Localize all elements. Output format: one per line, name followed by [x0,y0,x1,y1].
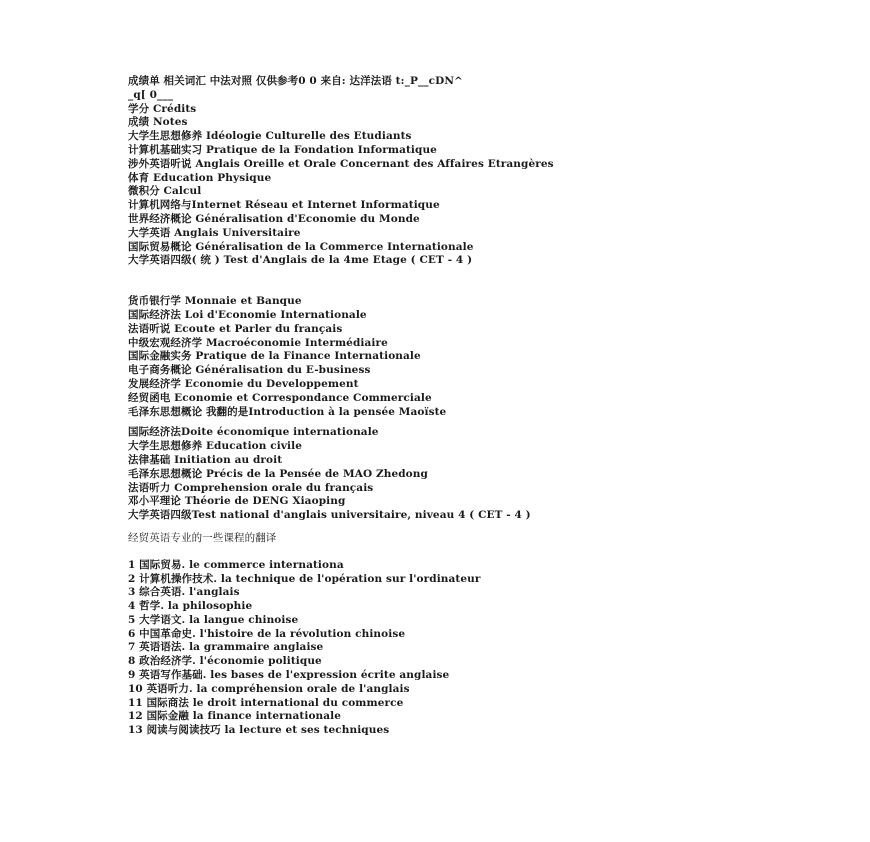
vocab-line: 货币银行学 Monnaie et Banque [128,295,302,308]
course-item: 5 大学语文. la langue chinoise [128,613,299,626]
course-item: 1 国际贸易. le commerce internationa [128,558,344,571]
vocab-section-1 [128,103,848,269]
vocab-line: 大学英语四级( 统 ) Test d'Anglais de la 4me Etage ( CET - 4 ) [128,254,473,267]
course-item: 4 哲学. la philosophie [128,600,253,613]
course-item: 12 国际金融 la finance internationale [128,710,342,723]
vocab-line: 经贸函电 Economie et Correspondance Commerciale [128,391,432,404]
vocab-section-3 [128,426,848,523]
vocab-line: 法语听说 Ecoute et Parler du français [128,322,343,335]
vocab-line: 电子商务概论 Généralisation du E-business [128,364,371,377]
vocab-line: 涉外英语听说 Anglais Oreille et Orale Concernant des Affaires Etrangères [128,157,554,170]
course-item: 13 阅读与阅读技巧 la lecture et ses techniques [128,724,390,737]
course-item: 10 英语听力. la compréhension orale de l'anglais [128,682,410,695]
course-item: 8 政治经济学. l'économie politique [128,655,322,668]
vocab-line: 国际贸易概论 Généralisation de la Commerce Internationale [128,240,474,253]
vocab-line: 计算机基础实习 Pratique de la Fondation Informatique [128,143,437,156]
spacer [128,268,848,295]
document-body [128,75,848,738]
spacer [128,419,848,426]
vocab-line: 体育 Education Physique [128,171,272,184]
course-item: 9 英语写作基础. les bases de l'expression écrite anglaise [128,669,450,682]
course-item: 6 中国革命史. l'histoire de la révolution chinoise [128,627,406,640]
header-code-line: _q[ 0___ [128,88,174,101]
course-item: 7 英语语法. la grammaire anglaise [128,641,324,654]
vocab-line: 毛泽东思想概论 Précis de la Pensée de MAO Zhedong [128,467,428,480]
vocab-section-2 [128,295,848,419]
vocab-line: 邓小平理论 Théorie de DENG Xiaoping [128,495,346,508]
vocab-line: 中级宏观经济学 Macroéconomie Intermédiaire [128,336,388,349]
section-subtitle: 经贸英语专业的一些课程的翻译 [128,531,277,544]
vocab-line: 毛泽东思想概论 我翻的是Introduction à la pensée Maoïste [128,405,447,418]
spacer [128,546,848,559]
vocab-line: 发展经济学 Economie du Developpement [128,377,359,390]
vocab-line: 成绩 Notes [128,116,188,129]
vocab-line: 世界经济概论 Généralisation d'Economie du Monde [128,212,420,225]
course-list [128,559,848,738]
spacer [128,523,848,532]
vocab-line: 国际经济法Doite économique internationale [128,426,379,439]
vocab-line: 法语听力 Comprehension orale du français [128,481,374,494]
vocab-line: 国际金融实务 Pratique de la Finance Internationale [128,350,421,363]
course-item: 2 计算机操作技术. la technique de l'opération sur l'ordinateur [128,572,481,585]
vocab-line: 大学英语四级Test national d'anglais universitaire, niveau 4 ( CET - 4 ) [128,509,531,522]
course-item: 11 国际商法 le droit international du commerce [128,696,404,709]
header-line: 成绩单 相关词汇 中法对照 仅供参考0 0 来自: 达洋法语 t:_P__cDN^ [128,75,463,87]
vocab-line: 大学生思想修养 Idéologie Culturelle des Etudiants [128,130,412,143]
course-item: 3 综合英语. l'anglais [128,586,240,599]
vocab-line: 法律基础 Initiation au droit [128,453,283,466]
vocab-line: 国际经济法 Loi d'Economie Internationale [128,308,367,321]
vocab-line: 大学生思想修养 Education civile [128,440,303,453]
vocab-line: 学分 Crédits [128,102,197,115]
vocab-line: 大学英语 Anglais Universitaire [128,226,301,239]
vocab-line: 计算机网络与Internet Réseau et Internet Informatique [128,199,440,212]
vocab-line: 微积分 Calcul [128,185,202,198]
